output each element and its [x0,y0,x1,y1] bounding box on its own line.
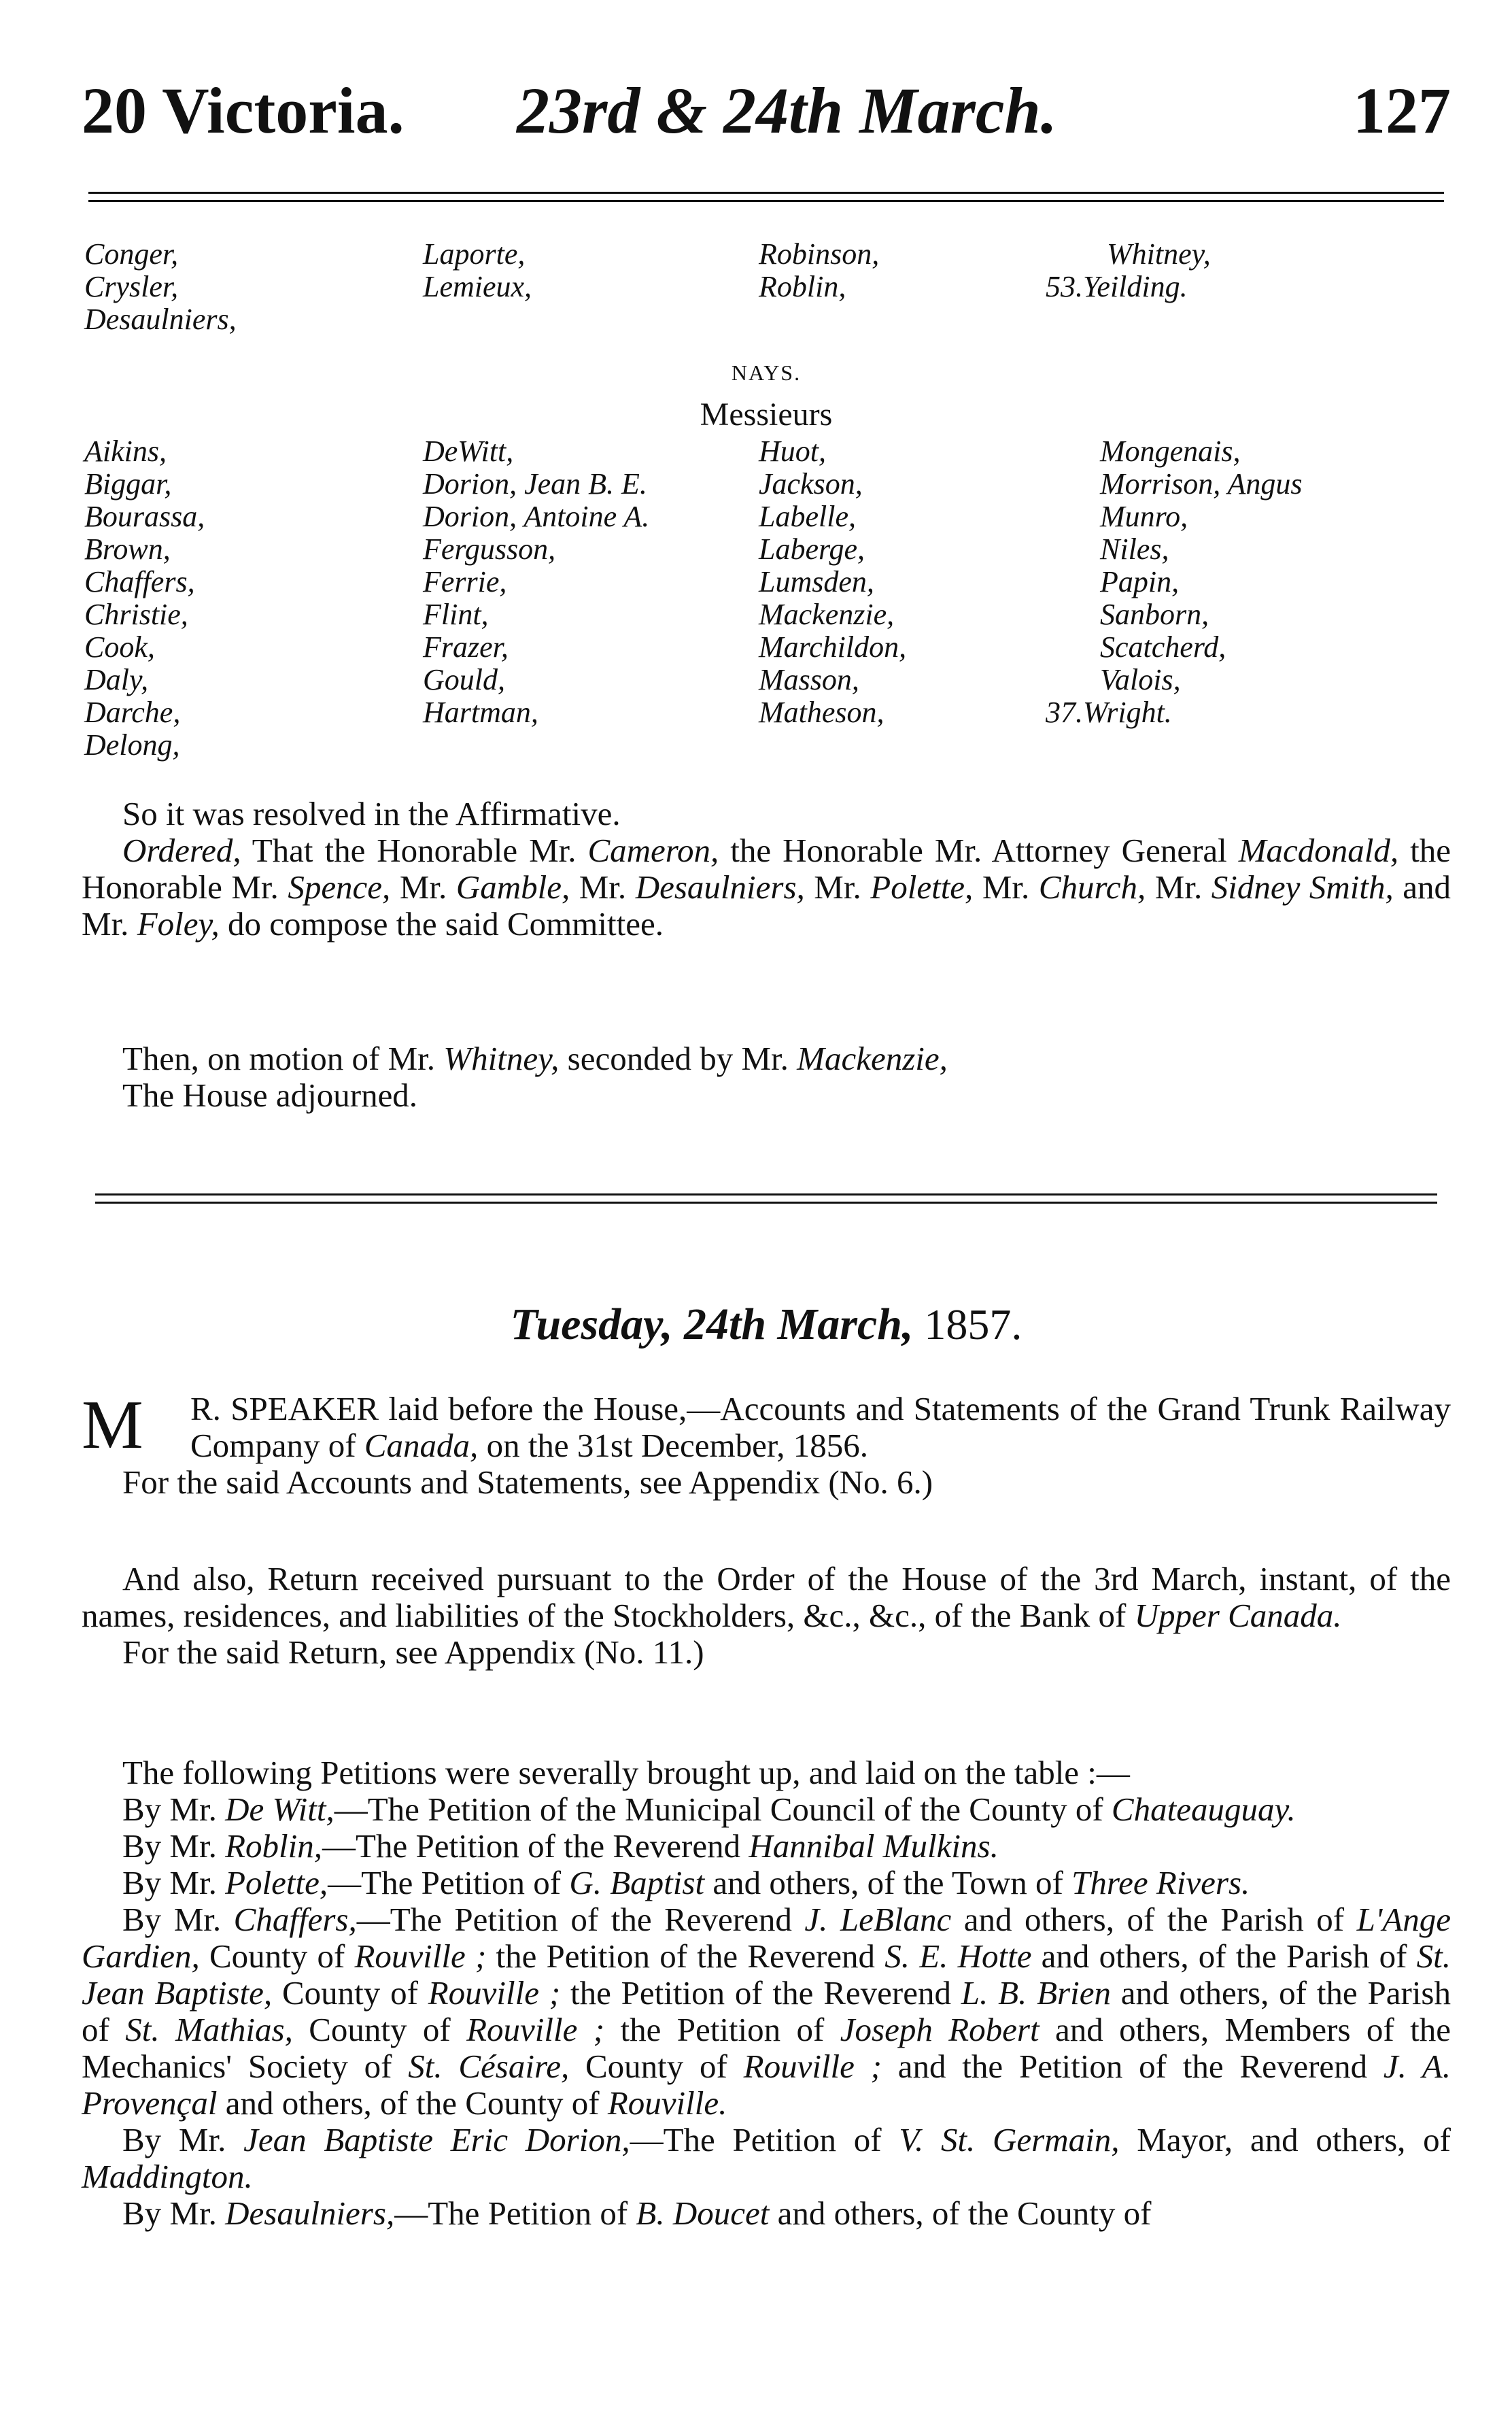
place-name: Upper Canada. [1134,1597,1342,1634]
member-name: Niles, [1100,532,1169,566]
text-run: County of [292,2011,467,2048]
member-name: Bourassa, [84,500,205,533]
section-rule [95,1193,1437,1204]
member-name: Fergusson, [423,532,556,566]
member-name: Laporte, [423,237,526,271]
place-name: St. Césaire, [408,2048,570,2085]
nays-column-2 [423,435,649,729]
text-run: do compose the said Committee. [219,905,664,943]
text-run: —The Petition of [630,2121,899,2158]
place-name: L'Ange Gardien, [82,1901,1451,1975]
petition-entry [82,1828,1451,1865]
member-name: Darche, [84,696,181,729]
text-run: County of [199,1937,355,1975]
day-title [82,1299,1451,1351]
member-name: Jean Baptiste Eric Dorion, [243,2121,630,2158]
return-section [82,1561,1451,1671]
member-name: Frazer, [423,630,509,664]
member-name: DeWitt, [423,435,514,468]
text-run: R. SPEAKER laid before the House,—Accounts and Statements of the Grand Trunk Railway Company of [190,1390,1451,1464]
appendix-reference: For the said Accounts and Statements, see Appendix (No. 6.) [122,1463,933,1501]
member-name: Chaffers, [84,565,195,598]
member-name: Aikins, [84,435,167,468]
text-run: on the 31st December, 1856. [478,1427,868,1464]
member-name: Whitney, [1107,237,1211,271]
petition-entry [82,1865,1451,1901]
day-year: 1857. [913,1300,1023,1349]
yeas-column-3 [759,238,879,303]
messieurs-label: Messieurs [700,396,833,433]
header-dates: 23rd & 24th March. [517,74,1057,147]
member-name: Biggar, [84,467,172,501]
member-name: Macdonald, [1238,832,1399,869]
member-name: Cook, [84,630,155,664]
member-name: Ferrie, [423,565,507,598]
text-run: Then, on motion of Mr. [122,1040,444,1077]
day-date: 24th March, [672,1300,914,1349]
text-run: —The Petition of the Reverend [322,1827,749,1865]
member-name: Gould, [423,663,505,696]
member-name: Desaulniers, [225,2194,395,2232]
member-name: Roblin, [759,270,846,303]
member-name: Mackenzie, [759,598,895,631]
adjourn-line: The House adjourned. [122,1076,418,1114]
place-name: Rouville ; [466,2011,605,2048]
member-name: Dorion, Jean B. E. [423,467,647,501]
member-name: Christie, [84,598,188,631]
person-name: B. Doucet [636,2194,770,2232]
person-name: J. A. Provençal [82,2048,1451,2122]
speaker-section [82,1387,1451,1501]
text-run: By Mr. [122,1827,226,1865]
text-run: and others, of the Town of [704,1864,1072,1901]
member-name: Polette, [870,868,974,906]
member-name: Laberge, [759,532,865,566]
text-run: Mr. [570,868,636,906]
text-run: Mr. [804,868,871,906]
text-run: Mr. [973,868,1039,906]
place-name: Chateauguay. [1111,1791,1296,1828]
place-name: St. Jean Baptiste, [82,1937,1451,2012]
member-name: Daly, [84,663,149,696]
member-name: 37.Wright. [1046,696,1172,729]
person-name: Hannibal Mulkins. [749,1827,999,1865]
text-run: the Honorable Mr. [82,832,1451,906]
member-name: Chaffers, [233,1901,357,1938]
yeas-column-4 [1046,238,1211,303]
text-run: and others, of the County of [217,2084,608,2122]
place-name: Rouville ; [354,1937,487,1975]
petitions-intro: The following Petitions were severally brought up, and laid on the table :— [122,1754,1130,1791]
text-run: seconded by Mr. [559,1040,797,1077]
member-name: Brown, [84,532,171,566]
text-run: —The Petition of the Municipal Council of the County of [334,1791,1112,1828]
text-run: By Mr. [122,1864,226,1901]
member-name: Robinson, [759,237,880,271]
member-name: Marchildon, [759,630,907,664]
member-name: Dorion, Antoine A. [423,500,650,533]
text-run: the Honorable Mr. Attorney General [719,832,1239,869]
text-run: and others, of the Parish of [1031,1937,1417,1975]
member-name: Papin, [1100,565,1180,598]
text-run: and others, Members of the Mechanics' Society of [82,2011,1451,2085]
place-name: Canada, [364,1427,479,1464]
member-name: Roblin, [225,1827,323,1865]
member-name: Sidney Smith, [1211,868,1394,906]
adjourn-motion [82,1040,1451,1077]
place-name: Three Rivers. [1071,1864,1250,1901]
member-name: Foley, [137,905,220,943]
member-name: Crysler, [84,270,179,303]
speaker-paragraph [82,1387,1451,1464]
member-name: Desaulniers, [84,303,237,336]
nays-column-1 [84,435,205,762]
text-run: —The Petition of the Reverend [356,1901,805,1938]
text-run: That the Honorable Mr. [241,832,588,869]
text-run: the Petition of the Reverend [486,1937,885,1975]
regnal-year: 20 Victoria. [82,74,405,147]
member-name: Whitney, [443,1040,560,1077]
text-run: —The Petition of [394,2194,636,2232]
ordered-word: Ordered, [122,832,241,869]
member-name: Munro, [1100,500,1188,533]
text-run: —The Petition of [328,1864,570,1901]
text-run: By Mr. [122,2194,226,2232]
member-name: Lumsden, [759,565,874,598]
person-name: L. B. Brien [961,1974,1111,2012]
member-name: Mongenais, [1100,435,1241,468]
appendix-reference: For the said Return, see Appendix (No. 11.) [122,1633,704,1671]
member-name: Scatcherd, [1100,630,1226,664]
member-name: Flint, [423,598,489,631]
document-page [82,0,1451,2425]
member-name: Mackenzie, [797,1040,948,1077]
text-run: By Mr. [122,2121,244,2158]
member-name: Spence, [288,868,391,906]
nays-column-4 [1046,435,1302,729]
text-run: County of [569,2048,744,2085]
nays-column-3 [759,435,906,729]
person-name: J. LeBlanc [804,1901,952,1938]
petition-entry [82,1901,1451,2122]
text-run: Mayor, and others, of [1119,2121,1451,2158]
member-name: Matheson, [759,696,884,729]
text-run: and the Petition of the Reverend [882,2048,1384,2085]
header-rule [88,192,1444,202]
yeas-column-2 [423,238,532,303]
member-name: Cameron, [587,832,719,869]
text-run: and others, of the County of [769,2194,1152,2232]
member-name: Delong, [84,728,180,762]
person-name: S. E. Hotte [884,1937,1032,1975]
petitions-section [82,1754,1451,2232]
text-run: Mr. [390,868,456,906]
person-name: V. St. Germain, [899,2121,1120,2158]
text-run: the Petition of the Reverend [560,1974,961,2012]
member-name: Lemieux, [423,270,532,303]
member-name: Polette, [225,1864,328,1901]
resolved-line: So it was resolved in the Affirmative. [122,795,621,832]
member-name: Gamble, [456,868,570,906]
drop-capital: M [82,1387,143,1463]
member-name: Conger, [84,237,179,271]
member-name: Church, [1038,868,1146,906]
text-run: and Mr. [82,868,1451,943]
nays-heading: NAYS. [731,360,802,385]
text-run: And also, Return received pursuant to the Order of the House of the 3rd March, instant, of the names, residences, and liabilities of the Stockholders, &c., &c., of the Bank of [82,1560,1451,1634]
petition-entry [82,2122,1451,2195]
page-number: 127 [1353,74,1451,147]
text-run: and others, of the Parish of [82,1974,1451,2048]
member-name: Labelle, [759,500,856,533]
member-name: Sanborn, [1100,598,1209,631]
return-paragraph [82,1561,1451,1634]
member-name: 53.Yeilding. [1046,270,1188,303]
member-name: Masson, [759,663,859,696]
petition-entry [82,2195,1451,2232]
member-name: Jackson, [759,467,863,501]
member-name: Morrison, Angus [1100,467,1303,501]
adjournment [82,1040,1451,1114]
text-run: By Mr. [122,1901,234,1938]
page-header [82,73,1451,148]
place-name: Rouville ; [743,2048,882,2085]
resolution-section [82,796,1451,943]
member-name: Valois, [1100,663,1181,696]
yeas-column-1 [84,238,237,336]
place-name: Rouville ; [428,1974,561,2012]
person-name: G. Baptist [569,1864,705,1901]
ordered-paragraph [82,832,1451,943]
text-run: the Petition of [604,2011,840,2048]
text-run: Mr. [1146,868,1212,906]
member-name: De Witt, [225,1791,334,1828]
day-name: Tuesday, [510,1300,673,1349]
text-run: and others, of the Parish of [951,1901,1357,1938]
member-name: Hartman, [423,696,538,729]
text-run: By Mr. [122,1791,226,1828]
place-name: Rouville. [607,2084,727,2122]
person-name: Joseph Robert [840,2011,1040,2048]
text-run: County of [272,1974,428,2012]
member-name: Huot, [759,435,826,468]
place-name: St. Mathias, [125,2011,293,2048]
member-name: Desaulniers, [635,868,805,906]
place-name: Maddington. [82,2158,253,2195]
petition-entry [82,1791,1451,1828]
